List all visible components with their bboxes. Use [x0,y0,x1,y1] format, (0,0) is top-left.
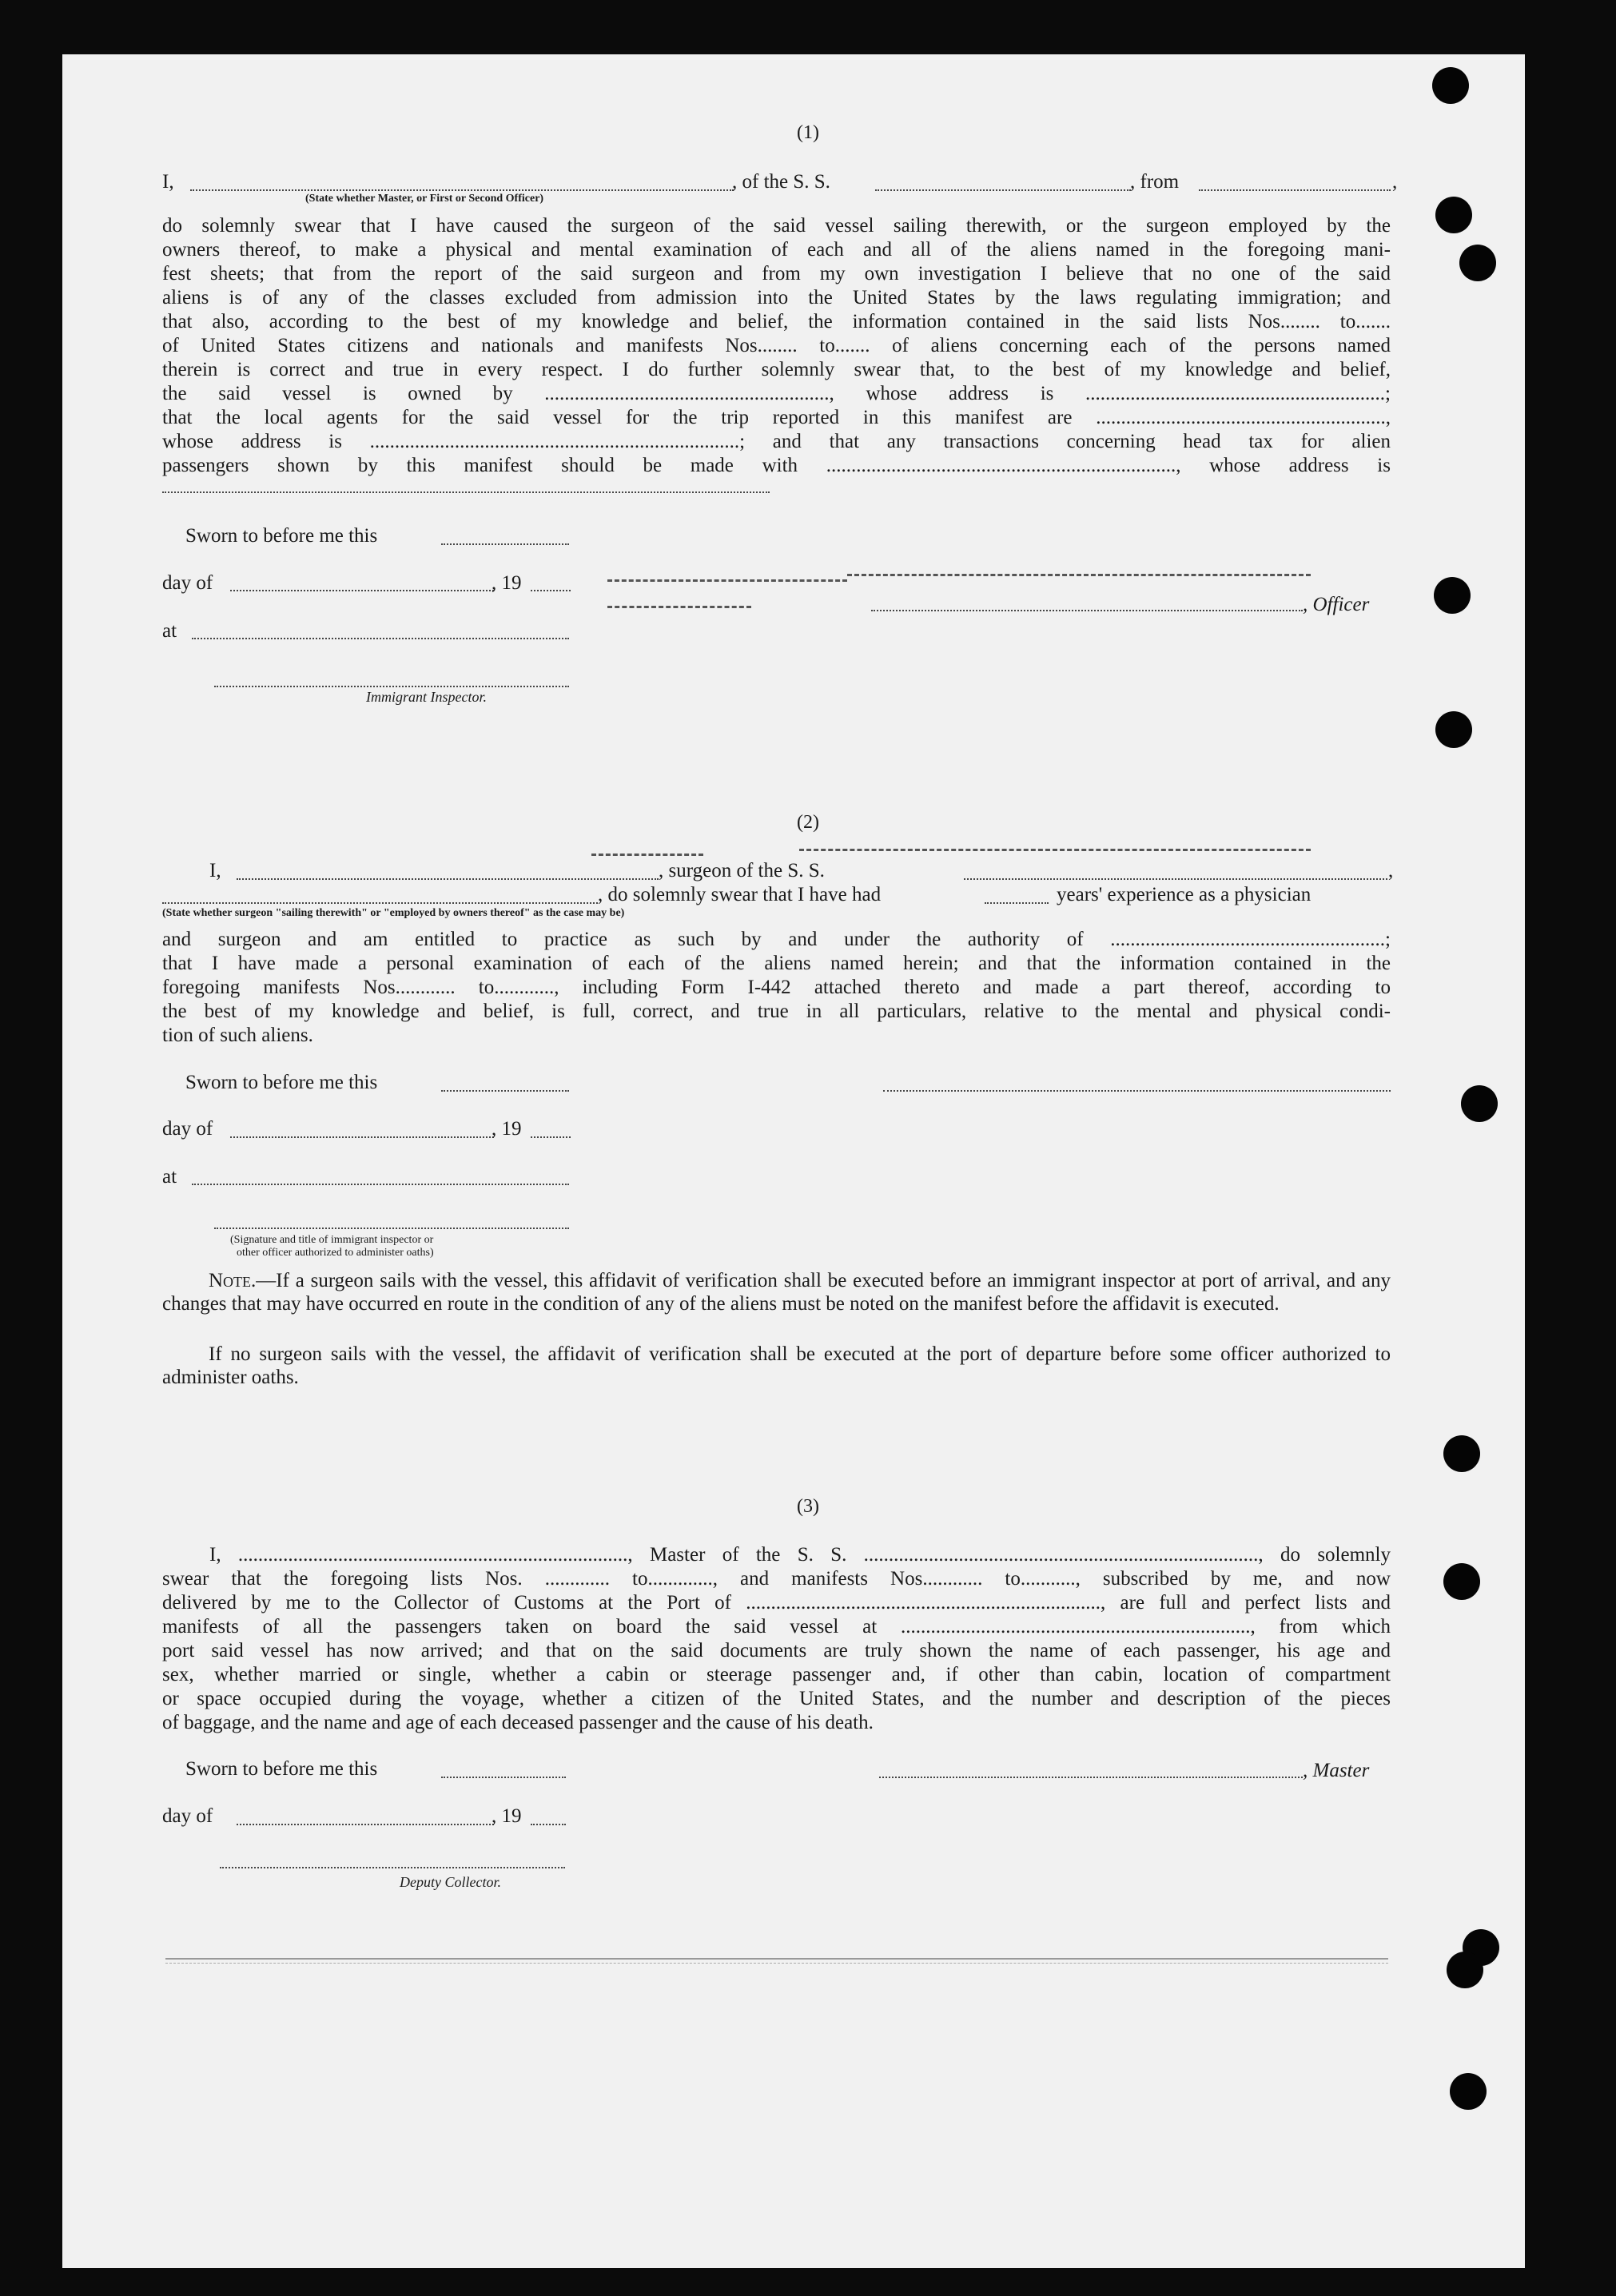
s1-body-line: of United States citizens and nationals and manifests Nos........ to....... of aliens concerning each of the persons named [162,335,1391,356]
s2-year-field[interactable] [531,1136,571,1138]
s1-body-line: the said vessel is owned by ........................................................., whose address is ............................................................; [162,383,1391,404]
punch-hole [1435,711,1472,748]
punch-hole [1443,1563,1480,1600]
s1-body-line: owners thereof, to make a physical and mental examination of each and all of the aliens named in the foregoing mani- [162,239,1391,261]
s1-body-line: do solemnly swear that I have caused the surgeon of the said vessel sailing therewith, or the surgeon employed by the [162,215,1391,237]
address-continuation-field[interactable] [162,491,770,493]
s3-year-field[interactable] [531,1824,566,1825]
s1-from: , from [1130,171,1180,193]
punch-hole [1434,577,1471,614]
stray-dash [847,574,1311,576]
note-paragraph [162,1269,1391,1315]
punch-hole [1435,197,1472,233]
punch-hole [1443,1435,1480,1472]
s3-body-line: delivered by me to the Collector of Customs at the Port of ......................................................................., are full and perfect lists and [162,1592,1391,1614]
stray-dash [799,849,1311,851]
s2-day-of: day of [162,1118,213,1140]
punch-hole [1459,245,1496,281]
s2-surgeon-signature-field[interactable] [883,1090,1391,1092]
s2-at: at [162,1166,177,1188]
s1-signature-field[interactable] [214,686,569,687]
s1-year-field[interactable] [531,590,571,591]
s1-mid: , of the S. S. [732,171,830,193]
s2-tail: , [1388,860,1394,881]
s1-sworn-date-field[interactable] [441,543,569,545]
s2-body-line: tion of such aliens. [162,1025,313,1046]
s3-day-field[interactable] [237,1824,494,1825]
s3-signature-field[interactable] [220,1867,565,1868]
section-2-number: (2) [797,812,819,833]
note-label: Note [209,1270,252,1291]
s2-hint: (State whether surgeon "sailing therewith" or "employed by owners thereof" as the case may be) [162,907,625,919]
s1-body-line: fest sheets; that from the report of the said surgeon and from my own investigation I believe that no one of the said [162,263,1391,285]
section-3-number: (3) [797,1496,819,1517]
s2-year: , 19 [492,1118,522,1140]
s1-day-field[interactable] [230,590,494,591]
vessel-name-field[interactable] [875,189,1131,191]
s2-body-line: the best of my knowledge and belief, is full, correct, and true in all particulars, relative to the mental and physical condi- [162,1001,1391,1022]
s2-signature-field[interactable] [214,1228,569,1229]
s2-body-line: that I have made a personal examination of each of the aliens named herein; and that the information contained in the [162,953,1391,974]
s3-sworn: Sworn to before me this [185,1758,378,1780]
officer-label: , Officer [1303,594,1370,615]
s3-body-line: or space occupied during the voyage, whether a citizen of the United States, and the number and description of the pieces [162,1688,1391,1709]
stray-dash [165,1963,1388,1964]
s2-at-field[interactable] [192,1184,569,1185]
stray-dash [591,854,703,856]
s3-body-line: swear that the foregoing lists Nos. ............. to............., and manifests Nos............ to..........., subscribed by me, and now [162,1568,1391,1590]
from-port-field[interactable] [1199,189,1391,191]
s3-year: , 19 [492,1805,522,1827]
s2-signer-hint: other officer authorized to administer oaths) [237,1247,434,1259]
s1-body-line: that the local agents for the said vessel for the trip reported in this manifest are .........................................................., [162,407,1391,428]
s2-sworn: Sworn to before me this [185,1072,378,1093]
s1-at: at [162,620,177,642]
bottom-rule [165,1958,1388,1960]
s1-signer: Immigrant Inspector. [366,689,487,705]
punch-hole [1450,2073,1487,2110]
officer-hint: (State whether Master, or First or Second Officer) [305,193,544,205]
s2-vessel-field[interactable] [964,878,1387,880]
s2-sworn-date-field[interactable] [441,1090,569,1092]
punch-hole [1461,1085,1498,1122]
s1-day-of: day of [162,572,213,594]
s3-day-of: day of [162,1805,213,1827]
s1-at-field[interactable] [192,638,569,639]
s1-year: , 19 [492,572,522,594]
s3-body-line: of baggage, and the name and age of each deceased passenger and the cause of his death. [162,1712,874,1733]
master-signature-field[interactable] [879,1777,1303,1778]
s2-years: years' experience as a physician [1057,884,1312,905]
officer-signature-field[interactable] [871,610,1303,611]
s3-body-line: sex, whether married or single, whether a cabin or steerage passenger and, if other than cabin, location of compartment [162,1664,1391,1685]
stray-dash [607,579,847,582]
s2-surgeon-name-field[interactable] [237,878,659,880]
officer-name-field[interactable] [190,189,734,191]
s2-prefix: I, [209,860,221,881]
s2-signer-hint: (Signature and title of immigrant inspector or [230,1234,434,1246]
s3-signer: Deputy Collector. [400,1874,501,1890]
s2-day-field[interactable] [230,1136,494,1138]
s1-body-line: that also, according to the best of my knowledge and belief, the information contained in the said lists Nos........ to....... [162,311,1391,332]
s3-body-line: port said vessel has now arrived; and that on the said documents are truly shown the name of each passenger, his age and [162,1640,1391,1661]
s3-body-line: manifests of all the passengers taken on board the said vessel at ......................................................................, from which [162,1616,1391,1637]
s1-prefix: I, [162,171,174,193]
s1-body-line: aliens is of any of the classes excluded from admission into the United States by the laws regulating immigration; and [162,287,1391,308]
s1-tail: , [1392,171,1398,193]
s3-body-line: I, .............................................................................., Master of the S. S. ..............................................................................., do solemnly [209,1544,1391,1566]
note-text: .—If a surgeon sails with the vessel, this affidavit of verification shall be executed before an immigrant inspector at port of arrival, and any changes that may have occurred en route in the condition of any of the aliens must be noted on the manifest before the affidavit is executed. [162,1270,1391,1315]
punch-hole [1447,1952,1483,1988]
s1-sworn: Sworn to before me this [185,525,378,547]
stray-dash [607,606,751,608]
section-1-number: (1) [797,122,819,143]
s1-body-line: therein is correct and true in every respect. I do further solemnly swear that, to the best of my knowledge and belief, [162,359,1391,380]
s1-body-line: passengers shown by this manifest should be made with ......................................................................, whose address is [162,455,1391,476]
s2-body-line: and surgeon and am entitled to practice as such by and under the authority of .......................................................; [162,929,1391,950]
years-field[interactable] [985,902,1049,904]
s2-body-line: foregoing manifests Nos............ to............, including Form I-442 attached thereto and made a part thereof, according to [162,977,1391,998]
punch-hole [1432,67,1469,104]
s3-sworn-date-field[interactable] [441,1777,566,1778]
s1-body-line: whose address is ..........................................................................; and that any transactions concerning head tax for alien [162,431,1391,452]
s2-suffix: , surgeon of the S. S. [659,860,825,881]
s2-status-field[interactable] [162,902,598,904]
s2-mid: , do solemnly swear that I have had [598,884,882,905]
master-label: , Master [1303,1760,1370,1781]
note-paragraph-2: If no surgeon sails with the vessel, the affidavit of verification shall be executed at the port of departure before some officer authorized to administer oaths. [162,1343,1391,1388]
